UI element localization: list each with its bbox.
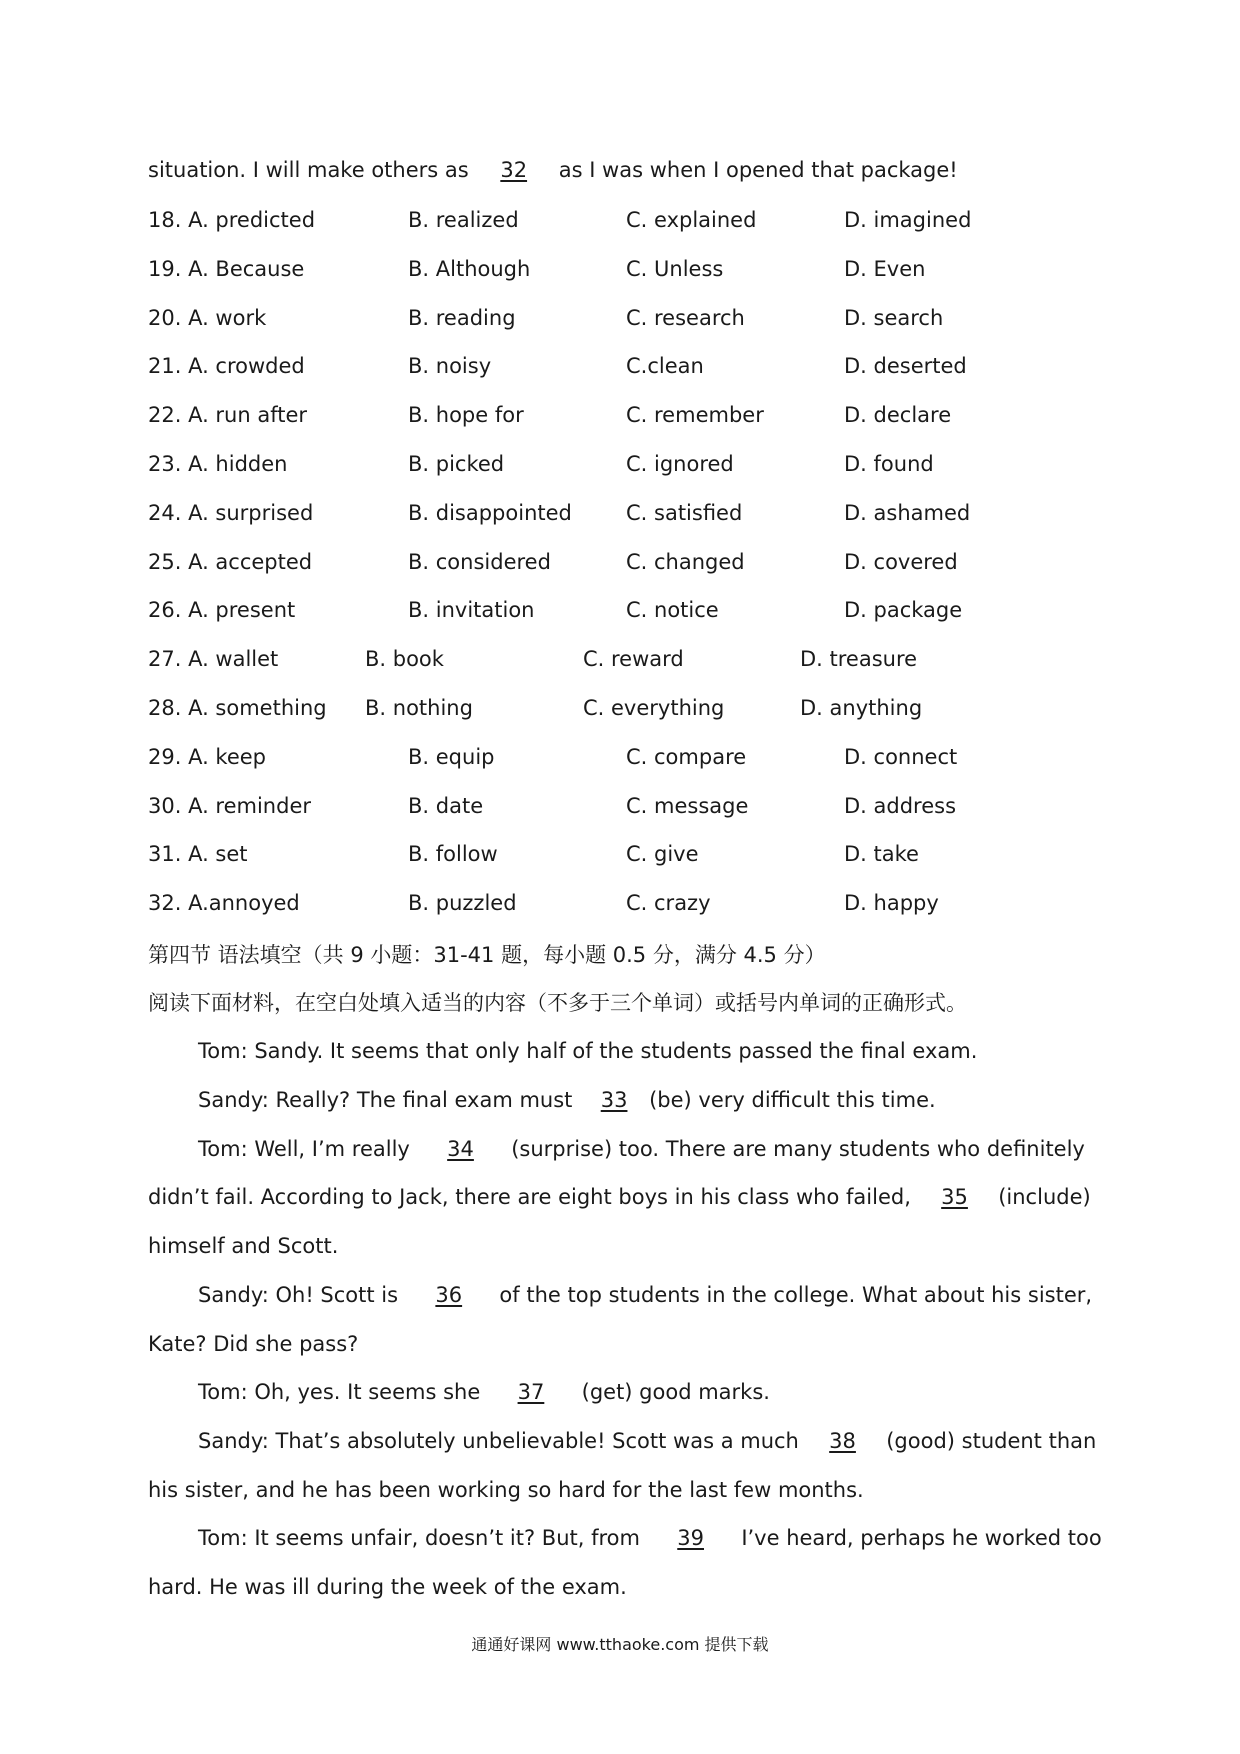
- option-b: B. book: [365, 647, 444, 672]
- passage-closing-line: [148, 155, 958, 185]
- option-b: B. hope for: [408, 403, 524, 428]
- option-a: 31. A. set: [148, 842, 248, 867]
- option-c: C. crazy: [626, 891, 711, 916]
- option-d: D. ashamed: [844, 500, 971, 525]
- dialogue-line: Tom: Sandy. It seems that only half of the students passed the final exam.: [198, 1039, 978, 1063]
- dialogue-line: himself and Scott.: [148, 1234, 339, 1258]
- option-d: D. imagined: [844, 208, 972, 232]
- section-instruction: 阅读下面材料，在空白处填入适当的内容（不多于三个单词）或括号内单词的正确形式。: [148, 991, 967, 1015]
- option-a: 28. A. something: [148, 696, 327, 720]
- option-a: 26. A. present: [148, 598, 296, 623]
- option-a: 22. A. run after: [148, 403, 308, 428]
- option-b: B. invitation: [408, 598, 535, 623]
- option-b: B. puzzled: [408, 891, 517, 916]
- option-c: C. remember: [626, 403, 764, 428]
- answer-blank-34: 34: [447, 1137, 474, 1161]
- answer-blank-35: 35: [941, 1185, 968, 1209]
- option-a: 21. A. crowded: [148, 354, 305, 379]
- dialogue-line: hard. He was ill during the week of the exam.: [148, 1575, 627, 1599]
- dialogue-line: Tom: Oh, yes. It seems she 37 (get) good marks.: [148, 1377, 1138, 1407]
- option-d: D. happy: [844, 891, 939, 916]
- option-b: B. realized: [408, 208, 519, 232]
- option-a: 32. A.annoyed: [148, 891, 300, 916]
- option-a: 18. A. predicted: [148, 208, 316, 232]
- option-d: D. package: [844, 598, 963, 623]
- option-a: 20. A. work: [148, 305, 267, 330]
- page-footer: 通通好课网 www.tthaoke.com 提供下载: [471, 1635, 769, 1654]
- option-c: C. changed: [626, 549, 745, 574]
- answer-blank-37: 37: [517, 1380, 545, 1404]
- option-d: D. take: [844, 842, 919, 867]
- option-d: D. deserted: [844, 354, 967, 379]
- option-c: C. explained: [626, 208, 757, 232]
- answer-blank-32: 32: [500, 158, 528, 182]
- option-c: C. notice: [626, 598, 719, 623]
- option-c: C. ignored: [626, 452, 734, 476]
- option-b: B. disappointed: [408, 500, 572, 525]
- option-d: D. declare: [844, 403, 952, 428]
- line-text-after: as I was when I opened that package!: [558, 158, 958, 182]
- option-b: B. considered: [408, 549, 551, 574]
- option-c: C.clean: [626, 354, 704, 379]
- option-c: C. Unless: [626, 256, 724, 281]
- option-b: B. date: [408, 793, 484, 818]
- section-title: 第四节 语法填空（共 9 小题：31-41 题，每小题 0.5 分，满分 4.5 分）: [148, 943, 826, 967]
- option-b: B. noisy: [408, 354, 492, 379]
- answer-blank-33: 33: [600, 1088, 628, 1112]
- option-b: B. Although: [408, 256, 531, 281]
- option-c: C. everything: [583, 696, 725, 720]
- answer-blank-36: 36: [435, 1283, 463, 1307]
- option-d: D. connect: [844, 744, 958, 769]
- option-d: D. search: [844, 305, 944, 330]
- dialogue-line: Sandy: That’s absolutely unbelievable! Scott was a much 38 (good) student than: [148, 1426, 1138, 1456]
- option-a: 27. A. wallet: [148, 647, 279, 672]
- option-d: D. address: [844, 793, 957, 818]
- option-a: 25. A. accepted: [148, 549, 313, 574]
- dialogue-line: Tom: Well, I’m really 34 (surprise) too. There are many students who definitely: [148, 1134, 1138, 1164]
- option-a: 23. A. hidden: [148, 452, 288, 476]
- option-c: C. give: [626, 842, 699, 867]
- option-d: D. anything: [800, 696, 923, 720]
- answer-blank-38: 38: [829, 1429, 856, 1453]
- dialogue-line: his sister, and he has been working so hard for the last few months.: [148, 1478, 864, 1502]
- option-b: B. equip: [408, 744, 495, 769]
- dialogue-line: Kate? Did she pass?: [148, 1332, 359, 1356]
- dialogue-line: Sandy: Really? The final exam must 33 (be) very difficult this time.: [148, 1085, 1138, 1115]
- option-b: B. picked: [408, 452, 505, 476]
- option-d: D. covered: [844, 549, 958, 574]
- option-d: D. treasure: [800, 647, 918, 672]
- option-b: B. reading: [408, 305, 516, 330]
- line-text-before: situation. I will make others as: [148, 158, 469, 182]
- option-a: 30. A. reminder: [148, 793, 311, 818]
- option-a: 29. A. keep: [148, 744, 267, 769]
- answer-blank-39: 39: [677, 1526, 704, 1550]
- option-b: B. nothing: [365, 696, 473, 720]
- option-d: D. Even: [844, 256, 926, 281]
- dialogue-line: Tom: It seems unfair, doesn’t it? But, from 39 I’ve heard, perhaps he worked too: [148, 1523, 1138, 1553]
- option-c: C. satisfied: [626, 500, 743, 525]
- option-b: B. follow: [408, 842, 498, 867]
- option-a: 19. A. Because: [148, 256, 305, 281]
- option-c: C. message: [626, 793, 749, 818]
- option-a: 24. A. surprised: [148, 500, 314, 525]
- option-d: D. found: [844, 452, 934, 476]
- dialogue-line: Sandy: Oh! Scott is 36 of the top students in the college. What about his sister,: [148, 1280, 1138, 1310]
- option-c: C. research: [626, 305, 745, 330]
- dialogue-line: didn’t fail. According to Jack, there are eight boys in his class who failed, 35 (include): [148, 1182, 1088, 1212]
- option-c: C. reward: [583, 647, 684, 672]
- option-c: C. compare: [626, 744, 747, 769]
